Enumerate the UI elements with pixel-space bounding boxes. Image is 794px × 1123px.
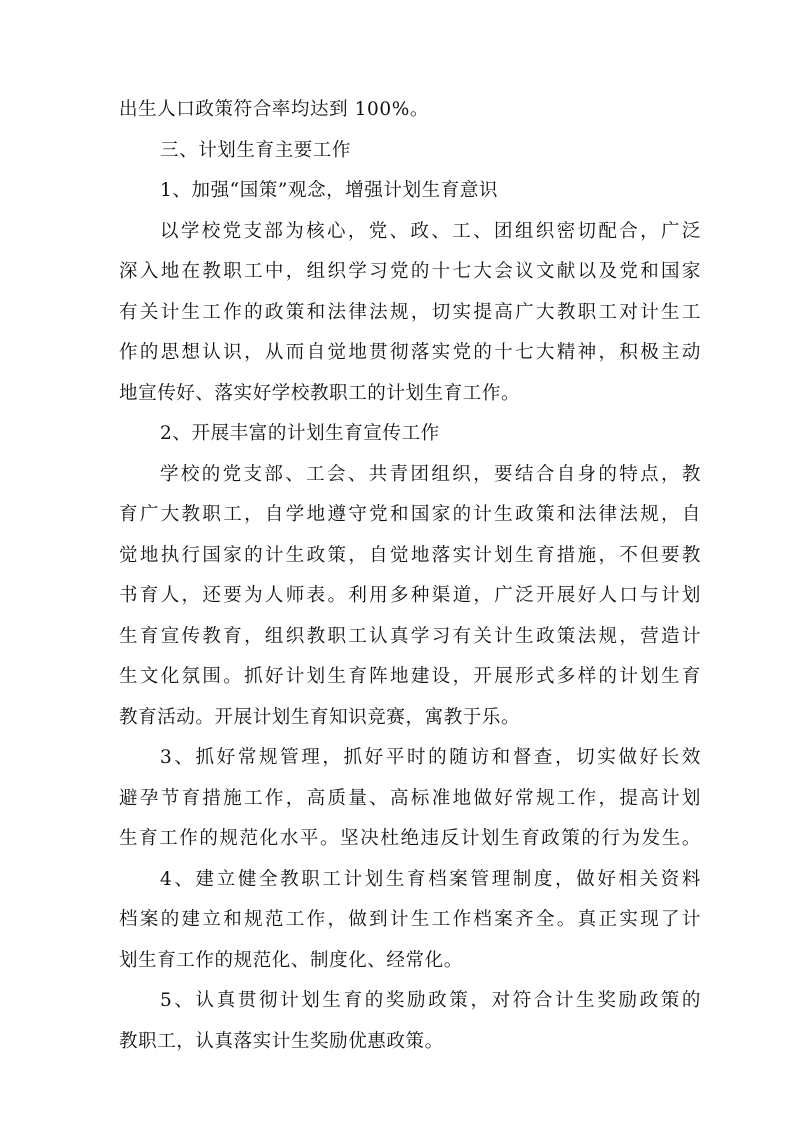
text-line: 生文化氛围。抓好计划生育阵地建设，开展形式多样的计划生育 — [119, 666, 701, 687]
text-line: 4、建立健全教职工计划生育档案管理制度，做好相关资料 — [160, 868, 701, 890]
text-line: 出生人口政策符合率均达到 100%。 — [119, 99, 430, 120]
text-line: 5、认真贯彻计划生育的奖励政策，对符合计生奖励政策的 — [160, 990, 701, 1011]
text-line: 划生育工作的规范化、制度化、经常化。 — [119, 949, 463, 971]
text-line: 作的思想认识，从而自觉地贯彻落实党的十七大精神，积极主动 — [119, 342, 701, 363]
text-line: 教职工，认真落实计生奖励优惠政策。 — [119, 1030, 444, 1052]
text-line: 3、抓好常规管理，抓好平时的随访和督查，切实做好长效 — [160, 747, 701, 768]
text-line: 学校的党支部、工会、共青团组织，要结合自身的特点，教 — [160, 463, 701, 485]
text-line: 有关计生工作的政策和法律法规，切实提高广大教职工对计生工 — [119, 301, 701, 323]
text-line: 觉地执行国家的计生政策，自觉地落实计划生育措施，不但要教 — [119, 544, 701, 566]
document-body — [119, 90, 701, 1062]
text-line: 育广大教职工，自学地遵守党和国家的计生政策和法律法规，自 — [119, 504, 701, 525]
text-line: 生育工作的规范化水平。坚决杜绝违反计划生育政策的行为发生。 — [119, 828, 701, 849]
text-line: 避孕节育措施工作，高质量、高标准地做好常规工作，提高计划 — [119, 787, 701, 809]
subheading: 1、加强“国策”观念，增强计划生育意识 — [160, 180, 499, 201]
text-line: 教育活动。开展计划生育知识竞赛，寓教于乐。 — [119, 706, 521, 728]
text-line: 深入地在教职工中，组织学习党的十七大会议文献以及党和国家 — [119, 261, 701, 282]
text-line: 书育人，还要为人师表。利用多种渠道，广泛开展好人口与计划 — [119, 585, 701, 606]
text-line: 档案的建立和规范工作，做到计生工作档案齐全。真正实现了计 — [119, 909, 701, 930]
subheading: 2、开展丰富的计划生育宣传工作 — [160, 423, 440, 444]
text-line: 以学校党支部为核心，党、政、工、团组织密切配合，广泛 — [160, 220, 701, 242]
section-heading: 三、计划生育主要工作 — [160, 139, 352, 161]
text-line: 生育宣传教育，组织教职工认真学习有关计生政策法规，营造计 — [119, 625, 701, 647]
text-line: 地宣传好、落实好学校教职工的计划生育工作。 — [119, 382, 521, 404]
